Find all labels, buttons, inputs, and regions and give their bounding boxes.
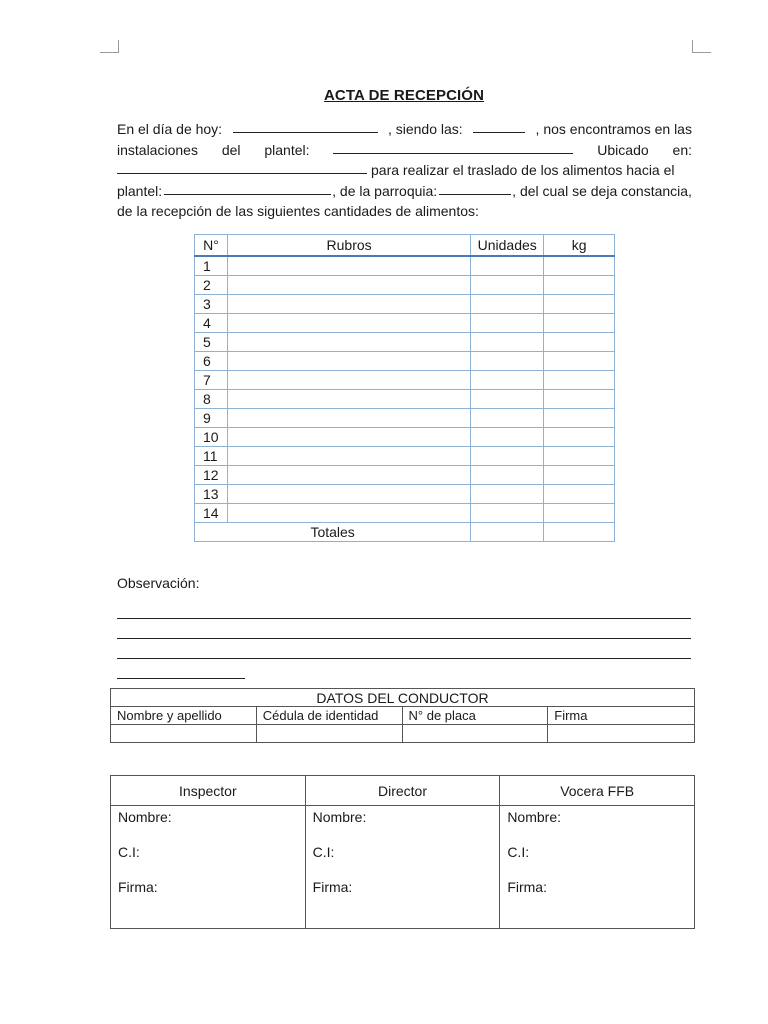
ci-field-label: C.I: (118, 844, 140, 860)
table-row (195, 409, 615, 428)
driver-name-cell[interactable] (111, 725, 257, 743)
row-number: 3 (195, 295, 228, 314)
time-blank[interactable] (473, 119, 525, 133)
row-number: 8 (195, 390, 228, 409)
row-number: 5 (195, 333, 228, 352)
total-kg-cell[interactable] (544, 523, 615, 542)
unidades-cell[interactable] (471, 295, 544, 314)
name-field-label: Nombre: (118, 809, 172, 825)
kg-cell[interactable] (544, 371, 615, 390)
unidades-cell[interactable] (471, 371, 544, 390)
col-header-vocera: Vocera FFB (500, 776, 695, 806)
driver-table (110, 688, 695, 743)
unidades-cell[interactable] (471, 428, 544, 447)
kg-cell[interactable] (544, 333, 615, 352)
table-row (195, 466, 615, 485)
driver-plate-cell[interactable] (402, 725, 548, 743)
page-corner-mark-right (692, 40, 711, 53)
col-header-kg: kg (544, 235, 615, 257)
ci-field-label: C.I: (312, 844, 335, 860)
unidades-cell[interactable] (471, 485, 544, 504)
table-row (195, 485, 615, 504)
observation-section (117, 575, 691, 679)
driver-col-id: Cédula de identidad (256, 707, 402, 725)
rubro-cell[interactable] (227, 447, 470, 466)
row-number: 12 (195, 466, 228, 485)
kg-cell[interactable] (544, 466, 615, 485)
driver-signature-cell[interactable] (548, 725, 695, 743)
row-number: 11 (195, 447, 228, 466)
location-blank[interactable] (117, 160, 367, 174)
date-blank[interactable] (233, 119, 378, 133)
intro-text: , nos encontramos en las (535, 121, 692, 137)
col-header-inspector: Inspector (111, 776, 306, 806)
row-number: 9 (195, 409, 228, 428)
intro-text: , siendo las: (387, 121, 463, 137)
intro-text: plantel: (264, 141, 310, 158)
rubro-cell[interactable] (227, 333, 470, 352)
table-row (195, 295, 615, 314)
totals-row (195, 523, 615, 542)
row-number: 1 (195, 256, 228, 276)
intro-text: instalaciones (117, 141, 198, 158)
row-number: 10 (195, 428, 228, 447)
rubro-cell[interactable] (227, 276, 470, 295)
intro-text: plantel: (117, 182, 163, 199)
intro-line-2 (117, 140, 692, 161)
document-title: ACTA DE RECEPCIÓN (323, 87, 485, 104)
table-row (195, 428, 615, 447)
row-number: 4 (195, 314, 228, 333)
kg-cell[interactable] (544, 390, 615, 409)
table-header-row (195, 235, 615, 257)
observation-line[interactable] (117, 619, 691, 639)
intro-text: En el día de hoy: (117, 121, 223, 137)
row-number: 13 (195, 485, 228, 504)
intro-paragraph (117, 119, 692, 222)
parroquia-blank[interactable] (439, 181, 511, 195)
intro-text: del (221, 141, 241, 158)
table-row (195, 256, 615, 276)
unidades-cell[interactable] (471, 276, 544, 295)
unidades-cell[interactable] (471, 314, 544, 333)
rubro-cell[interactable] (227, 428, 470, 447)
driver-header-row (111, 707, 695, 725)
driver-col-signature: Firma (548, 707, 695, 725)
intro-text: , de la parroquia: (332, 182, 438, 199)
signatures-table (110, 775, 695, 929)
ci-field-label: C.I: (507, 844, 530, 860)
kg-cell[interactable] (544, 428, 615, 447)
inspector-signature-cell[interactable] (111, 806, 306, 929)
rubro-cell[interactable] (227, 390, 470, 409)
totals-label: Totales (195, 523, 471, 542)
observation-line[interactable] (117, 659, 245, 679)
kg-cell[interactable] (544, 314, 615, 333)
kg-cell[interactable] (544, 447, 615, 466)
director-signature-cell[interactable] (305, 806, 500, 929)
kg-cell[interactable] (544, 409, 615, 428)
signature-field-label: Firma: (118, 879, 158, 895)
table-row (195, 390, 615, 409)
name-field-label: Nombre: (507, 809, 561, 825)
observation-line[interactable] (117, 639, 691, 659)
col-header-unidades: Unidades (471, 235, 544, 257)
observation-line[interactable] (117, 599, 691, 619)
kg-cell[interactable] (544, 295, 615, 314)
unidades-cell[interactable] (471, 466, 544, 485)
unidades-cell[interactable] (471, 256, 544, 276)
col-header-director: Director (305, 776, 500, 806)
unidades-cell[interactable] (471, 352, 544, 371)
rubro-cell[interactable] (227, 352, 470, 371)
unidades-cell[interactable] (471, 333, 544, 352)
rubro-cell[interactable] (227, 256, 470, 276)
unidades-cell[interactable] (471, 409, 544, 428)
table-row (195, 276, 615, 295)
unidades-cell[interactable] (471, 390, 544, 409)
signatures-header-row (111, 776, 695, 806)
intro-line-4 (117, 181, 692, 202)
kg-cell[interactable] (544, 485, 615, 504)
rubro-cell[interactable] (227, 371, 470, 390)
intro-text: Ubicado (597, 141, 649, 158)
table-row (195, 352, 615, 371)
rubro-cell[interactable] (227, 466, 470, 485)
driver-table-title: DATOS DEL CONDUCTOR (111, 689, 695, 707)
driver-col-plate: N° de placa (402, 707, 548, 725)
page-corner-mark-left (100, 40, 119, 53)
intro-text: en: (672, 141, 692, 158)
driver-entry-row (111, 725, 695, 743)
col-header-rubros: Rubros (227, 235, 470, 257)
driver-id-cell[interactable] (256, 725, 402, 743)
total-unidades-cell[interactable] (471, 523, 544, 542)
observation-label: Observación: (117, 575, 200, 591)
row-number: 6 (195, 352, 228, 371)
plantel-blank[interactable] (333, 140, 573, 154)
intro-line-3 (117, 160, 692, 181)
intro-text: , del cual se deja constancia, (512, 182, 692, 199)
kg-cell[interactable] (544, 276, 615, 295)
rubro-cell[interactable] (227, 504, 470, 523)
signatures-body-row (111, 806, 695, 929)
table-row (195, 504, 615, 523)
signature-field-label: Firma: (312, 879, 353, 895)
table-row (195, 447, 615, 466)
kg-cell[interactable] (544, 256, 615, 276)
driver-col-name: Nombre y apellido (111, 707, 257, 725)
rubro-cell[interactable] (227, 295, 470, 314)
table-row (195, 333, 615, 352)
row-number: 7 (195, 371, 228, 390)
signature-field-label: Firma: (507, 879, 547, 895)
kg-cell[interactable] (544, 352, 615, 371)
unidades-cell[interactable] (471, 504, 544, 523)
vocera-signature-cell[interactable] (500, 806, 695, 929)
unidades-cell[interactable] (471, 447, 544, 466)
rubro-cell[interactable] (227, 314, 470, 333)
food-items-table (194, 234, 615, 542)
intro-text: para realizar el traslado de los alimentos hacia el (371, 162, 675, 178)
rubro-cell[interactable] (227, 485, 470, 504)
intro-line-1 (117, 119, 692, 140)
intro-line-5: de la recepción de las siguientes cantidades de alimentos: (117, 203, 479, 219)
table-row (195, 371, 615, 390)
name-field-label: Nombre: (312, 809, 367, 825)
rubro-cell[interactable] (227, 409, 470, 428)
col-header-number: N° (195, 235, 228, 257)
kg-cell[interactable] (544, 504, 615, 523)
table-row (195, 314, 615, 333)
row-number: 14 (195, 504, 228, 523)
destination-blank[interactable] (164, 181, 331, 195)
row-number: 2 (195, 276, 228, 295)
